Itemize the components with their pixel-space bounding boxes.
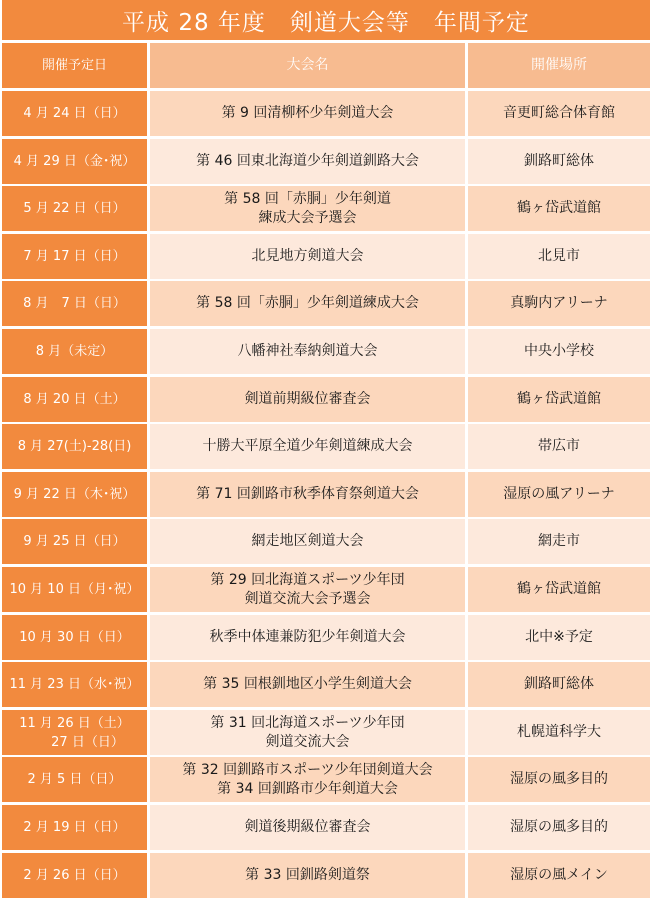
row-event: 秋季中体連兼防犯少年剣道大会: [150, 615, 465, 660]
row-venue: 網走市: [468, 519, 650, 564]
row-event: 第 35 回根釧地区小学生剣道大会: [150, 662, 465, 707]
table-row: [2, 234, 650, 279]
page-title: 平成 28 年度 剣道大会等 年間予定: [2, 0, 650, 40]
row-event: 第 58 回「赤胴」少年剣道練成大会: [150, 281, 465, 326]
row-date: 8 月 7 日（日）: [2, 281, 147, 326]
row-venue: 鶴ヶ岱武道館: [468, 377, 650, 422]
row-event: 第 9 回清柳杯少年剣道大会: [150, 91, 465, 136]
row-date: 4 月 29 日（金･祝）: [2, 139, 147, 184]
row-event: 第 33 回釧路剣道祭: [150, 853, 465, 898]
header-date: 開催予定日: [2, 43, 147, 88]
row-date: 8 月 20 日（土）: [2, 377, 147, 422]
table-row: [2, 329, 650, 374]
row-date: 11 月 26 日（土） 27 日（日）: [2, 710, 147, 755]
table-row: [2, 424, 650, 469]
row-date: 2 月 19 日（日）: [2, 805, 147, 850]
header-event: 大会名: [150, 43, 465, 88]
header-venue: 開催場所: [468, 43, 650, 88]
row-venue: 中央小学校: [468, 329, 650, 374]
row-event: 第 29 回北海道スポーツ少年団 剣道交流大会予選会: [150, 567, 465, 612]
row-date: 8 月 27(土)-28(日): [2, 424, 147, 469]
table-row: [2, 377, 650, 422]
row-event: 第 32 回釧路市スポーツ少年団剣道大会 第 34 回釧路市少年剣道大会: [150, 757, 465, 802]
row-event: 十勝大平原全道少年剣道練成大会: [150, 424, 465, 469]
table-header: [2, 43, 650, 88]
row-event: 第 71 回釧路市秋季体育祭剣道大会: [150, 472, 465, 517]
table-row: [2, 139, 650, 184]
table-row: [2, 853, 650, 898]
table-row: [2, 615, 650, 660]
row-venue: 北見市: [468, 234, 650, 279]
table-row: [2, 567, 650, 612]
row-date: 9 月 25 日（日）: [2, 519, 147, 564]
table-row: [2, 186, 650, 231]
row-venue: 湿原の風多目的: [468, 805, 650, 850]
row-venue: 湿原の風メイン: [468, 853, 650, 898]
row-venue: 音更町総合体育館: [468, 91, 650, 136]
row-date: 5 月 22 日（日）: [2, 186, 147, 231]
row-date: 2 月 5 日（日）: [2, 757, 147, 802]
row-event: 第 31 回北海道スポーツ少年団 剣道交流大会: [150, 710, 465, 755]
row-event: 北見地方剣道大会: [150, 234, 465, 279]
row-venue: 釧路町総体: [468, 662, 650, 707]
row-event: 網走地区剣道大会: [150, 519, 465, 564]
table-row: [2, 281, 650, 326]
row-date: 8 月（未定）: [2, 329, 147, 374]
row-venue: 湿原の風アリーナ: [468, 472, 650, 517]
row-venue: 真駒内アリーナ: [468, 281, 650, 326]
table-row: [2, 757, 650, 802]
row-venue: 湿原の風多目的: [468, 757, 650, 802]
row-event: 第 46 回東北海道少年剣道釧路大会: [150, 139, 465, 184]
row-venue: 北中※予定: [468, 615, 650, 660]
table-row: [2, 91, 650, 136]
row-venue: 鶴ヶ岱武道館: [468, 186, 650, 231]
row-event: 剣道前期級位審査会: [150, 377, 465, 422]
row-event: 八幡神社奉納剣道大会: [150, 329, 465, 374]
table-row: [2, 472, 650, 517]
row-event: 剣道後期級位審査会: [150, 805, 465, 850]
table-row: [2, 805, 650, 850]
row-date: 10 月 10 日（月･祝）: [2, 567, 147, 612]
row-venue: 帯広市: [468, 424, 650, 469]
row-date: 2 月 26 日（日）: [2, 853, 147, 898]
row-event: 第 58 回「赤胴」少年剣道 練成大会予選会: [150, 186, 465, 231]
table-row: [2, 662, 650, 707]
row-venue: 札幌道科学大: [468, 710, 650, 755]
row-date: 9 月 22 日（木･祝）: [2, 472, 147, 517]
table-row: [2, 519, 650, 564]
table-row: [2, 710, 650, 755]
row-date: 4 月 24 日（日）: [2, 91, 147, 136]
row-date: 10 月 30 日（日）: [2, 615, 147, 660]
row-date: 7 月 17 日（日）: [2, 234, 147, 279]
row-venue: 釧路町総体: [468, 139, 650, 184]
row-venue: 鶴ヶ岱武道館: [468, 567, 650, 612]
row-date: 11 月 23 日（水･祝）: [2, 662, 147, 707]
